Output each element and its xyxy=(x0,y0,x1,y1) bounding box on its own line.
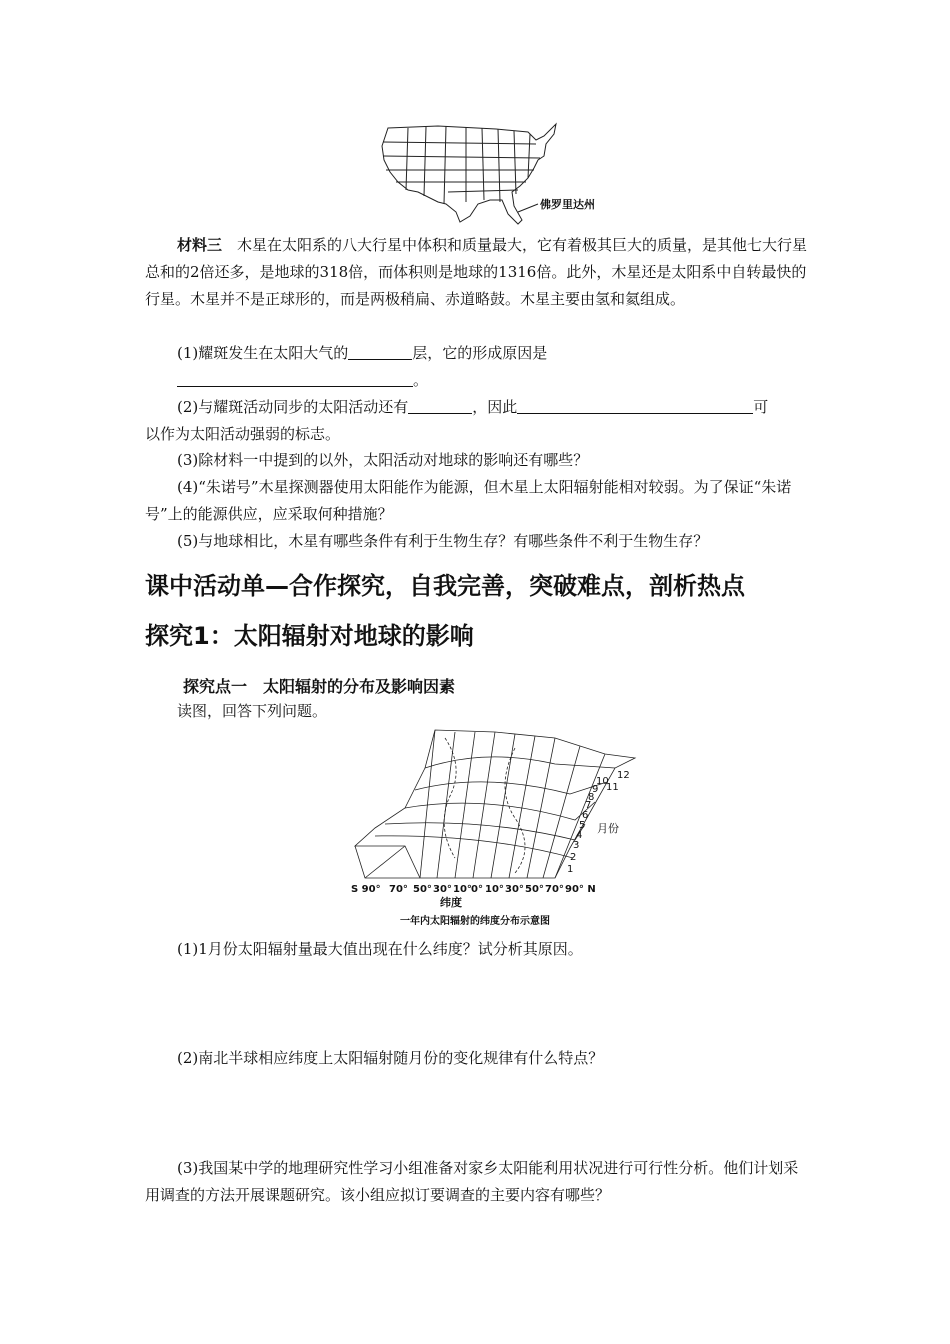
month-tick: 12 xyxy=(617,770,630,781)
latitude-tick: 10° xyxy=(453,884,472,895)
solar-radiation-figure xyxy=(345,728,645,932)
month-tick: 8 xyxy=(588,792,595,803)
question-1-text-a: (1)耀斑发生在太阳大气的 xyxy=(177,344,349,362)
latitude-tick: 70° xyxy=(389,884,408,895)
point-title: 探究点一 太阳辐射的分布及影响因素 xyxy=(183,677,456,696)
instruction: 读图，回答下列问题。 xyxy=(177,702,328,720)
latitude-tick: 30° xyxy=(505,884,524,895)
explore-question-3: (3)我国某中学的地理研究性学习小组准备对家乡太阳能利用状况进行可行性分析。他们计划采用调查的方法开展课题研究。该小组应拟订要调查的主要内容有哪些？ xyxy=(145,1159,799,1204)
florida-label: 佛罗里达州 xyxy=(540,198,595,211)
explore-question-1: (1)1月份太阳辐射量最大值出现在什么纬度？试分析其原因。 xyxy=(177,940,583,958)
question-5: (5)与地球相比，木星有哪些条件有利于生物生存？有哪些条件不利于生物生存？ xyxy=(177,532,709,550)
latitude-tick: 70° xyxy=(545,884,564,895)
us-map-figure xyxy=(378,120,618,225)
latitude-tick: 90° N xyxy=(565,884,596,895)
latitude-axis-label: 纬度 xyxy=(440,896,462,909)
latitude-tick: 50° xyxy=(413,884,432,895)
explore-title: 探究1：太阳辐射对地球的影响 xyxy=(145,622,474,650)
answer-blank[interactable] xyxy=(408,398,472,414)
latitude-tick: 50° xyxy=(525,884,544,895)
question-2 xyxy=(145,394,810,421)
question-1-text-b: 层，它的形成原因是 xyxy=(412,344,548,362)
month-tick: 5 xyxy=(579,820,586,831)
month-tick: 11 xyxy=(606,782,619,793)
month-tick: 6 xyxy=(582,810,589,821)
answer-blank[interactable] xyxy=(517,398,753,414)
figure-caption: 一年内太阳辐射的纬度分布示意图 xyxy=(400,916,550,927)
question-1-end: 。 xyxy=(413,371,429,389)
question-4: (4)“朱诺号”木星探测器使用太阳能作为能源，但木星上太阳辐射能相对较弱。为了保证“朱诺号”上的能源供应，应采取何种措施？ xyxy=(145,478,792,523)
latitude-tick: 0° xyxy=(471,884,483,895)
month-axis-label: 月份 xyxy=(597,822,619,835)
month-tick: 2 xyxy=(570,852,577,863)
us-map-icon xyxy=(382,124,556,224)
question-2-text-b: ，因此 xyxy=(472,398,518,416)
material-three-paragraph xyxy=(145,232,810,313)
question-3: (3)除材料一中提到的以外，太阳活动对地球的影响还有哪些？ xyxy=(177,451,589,469)
latitude-ticks xyxy=(351,884,596,895)
answer-blank[interactable] xyxy=(348,344,412,360)
month-tick: 1 xyxy=(567,864,574,875)
month-tick: 3 xyxy=(573,840,580,851)
radiation-surface-mesh xyxy=(355,730,635,878)
question-1-continuation xyxy=(145,367,810,394)
material-three-label: 材料三 xyxy=(177,236,223,254)
month-tick: 10 xyxy=(596,776,609,787)
question-2-continuation: 以作为太阳活动强弱的标志。 xyxy=(145,425,341,443)
latitude-tick: S 90° xyxy=(351,884,381,895)
explore-question-2: (2)南北半球相应纬度上太阳辐射随月份的变化规律有什么特点？ xyxy=(177,1049,604,1067)
latitude-tick: 30° xyxy=(433,884,452,895)
answer-blank[interactable] xyxy=(177,371,413,387)
florida-pointer xyxy=(518,204,538,212)
month-tick: 4 xyxy=(576,830,583,841)
question-2-text-c: 可 xyxy=(753,398,769,416)
latitude-tick: 10° xyxy=(485,884,504,895)
question-1 xyxy=(145,340,810,367)
material-three-text: 木星在太阳系的八大行星中体积和质量最大，它有着极其巨大的质量，是其他七大行星总和的2倍还多，是地球的318倍，而体积则是地球的1316倍。此外，木星还是太阳系中自转最快的行星。木星并不是正球形的，而是两极稍扁、赤道略鼓。木星主要由氢和氦组成。 xyxy=(145,236,808,308)
section-title: 课中活动单—合作探究，自我完善，突破难点，剖析热点 xyxy=(145,572,745,600)
question-2-text-a: (2)与耀斑活动同步的太阳活动还有 xyxy=(177,398,409,416)
month-tick: 7 xyxy=(585,800,592,811)
month-tick: 9 xyxy=(592,784,599,795)
